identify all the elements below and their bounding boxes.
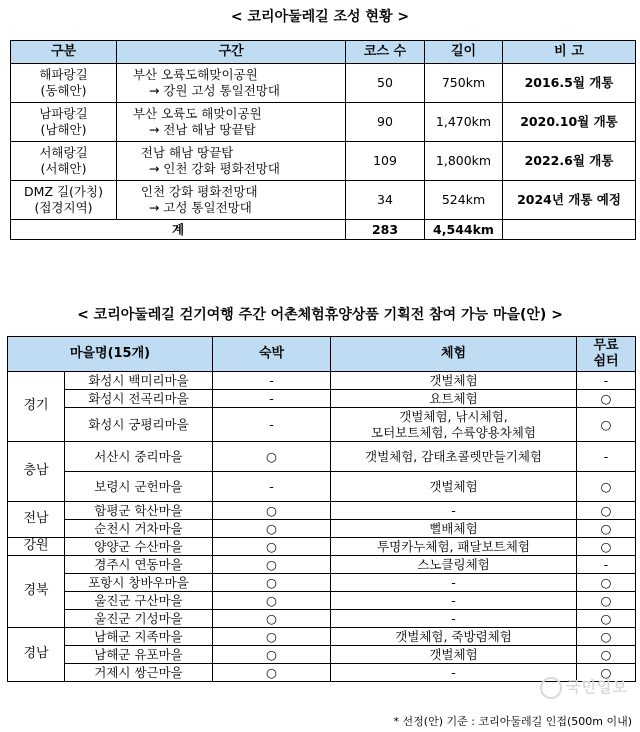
course-count: 109	[346, 142, 425, 181]
table-row	[8, 592, 636, 610]
stay-mark: -	[213, 390, 331, 408]
rest-mark: -	[577, 556, 636, 574]
header-village: 마을명(15개)	[8, 337, 213, 372]
village-name: 화성시 궁평리마을	[65, 408, 213, 442]
village-name: 포항시 창바우마을	[65, 574, 213, 592]
rest-mark: ○	[577, 538, 636, 556]
trail-length: 524km	[425, 181, 503, 220]
stay-mark: ○	[213, 628, 331, 646]
village-name: 양양군 수산마을	[65, 538, 213, 556]
rest-mark: -	[577, 372, 636, 390]
stay-mark: ○	[213, 574, 331, 592]
header-length: 길이	[425, 41, 503, 64]
trail-name: 해파랑길 (동해안)	[11, 64, 117, 103]
village-table	[7, 336, 636, 682]
header-experience: 체험	[331, 337, 577, 372]
rest-mark: ○	[577, 390, 636, 408]
opening-note: 2024년 개통 예정	[503, 181, 636, 220]
stay-mark: ○	[213, 610, 331, 628]
opening-note: 2022.6월 개통	[503, 142, 636, 181]
total-label: 계	[11, 220, 346, 240]
total-length: 4,544km	[425, 220, 503, 240]
trail-length: 1,470km	[425, 103, 503, 142]
trail-length: 1,800km	[425, 142, 503, 181]
village-name: 울진군 구산마을	[65, 592, 213, 610]
course-count: 50	[346, 64, 425, 103]
table-row	[8, 520, 636, 538]
village-name: 보령시 군헌마을	[65, 472, 213, 502]
rest-mark: ○	[577, 472, 636, 502]
region-chungnam: 충남	[8, 442, 65, 502]
rest-mark: ○	[577, 646, 636, 664]
village-name: 울진군 기성마을	[65, 610, 213, 628]
watermark-text: 국민일보	[566, 678, 628, 696]
stay-mark: ○	[213, 520, 331, 538]
village-name: 서산시 중리마을	[65, 442, 213, 472]
table-row	[11, 181, 636, 220]
rest-mark: ○	[577, 610, 636, 628]
region-gyeongbuk: 경북	[8, 556, 65, 628]
experience: -	[331, 592, 577, 610]
rest-mark: ○	[577, 664, 636, 682]
experience: -	[331, 664, 577, 682]
stay-mark: -	[213, 472, 331, 502]
experience: -	[331, 574, 577, 592]
village-name: 화성시 백미리마을	[65, 372, 213, 390]
header-note: 비 고	[503, 41, 636, 64]
table1-header-row	[11, 41, 636, 64]
trail-route: 부산 오륙도 해맞이공원 → 전남 해남 땅끝탑	[117, 103, 346, 142]
watermark-logo	[540, 676, 628, 699]
stay-mark: ○	[213, 556, 331, 574]
rest-mark: ○	[577, 502, 636, 520]
region-jeonnam: 전남	[8, 502, 65, 538]
header-section: 구간	[117, 41, 346, 64]
village-name: 화성시 전곡리마을	[65, 390, 213, 408]
header-stay: 숙박	[213, 337, 331, 372]
rest-mark: ○	[577, 592, 636, 610]
total-courses: 283	[346, 220, 425, 240]
experience: 갯벌체험	[331, 472, 577, 502]
course-count: 90	[346, 103, 425, 142]
village-name: 남해군 지족마을	[65, 628, 213, 646]
table-row	[8, 538, 636, 556]
footnote: * 선정(안) 기준 : 코리아둘레길 인접(500m 이내)	[393, 715, 632, 728]
experience: -	[331, 610, 577, 628]
total-row	[11, 220, 636, 240]
village-name: 순천시 거차마을	[65, 520, 213, 538]
opening-note: 2020.10월 개통	[503, 103, 636, 142]
experience: 갯벌체험, 감태초콜렛만들기체험	[331, 442, 577, 472]
table-row	[11, 142, 636, 181]
total-note	[503, 220, 636, 240]
stay-mark: ○	[213, 592, 331, 610]
region-gangwon: 강원	[8, 538, 65, 556]
trail-name: DMZ 길(가칭) (접경지역)	[11, 181, 117, 220]
header-course-count: 코스 수	[346, 41, 425, 64]
experience: 투명카누체험, 패달보트체험	[331, 538, 577, 556]
trail-route: 부산 오륙도해맞이공원 → 강원 고성 통일전망대	[117, 64, 346, 103]
trail-name: 서해랑길 (서해안)	[11, 142, 117, 181]
opening-note: 2016.5월 개통	[503, 64, 636, 103]
village-name: 거제시 쌍근마을	[65, 664, 213, 682]
stay-mark: ○	[213, 502, 331, 520]
experience: 갯벌체험, 낚시체험, 모터보트체험, 수륙양용차체험	[331, 408, 577, 442]
table-row	[8, 472, 636, 502]
trail-length: 750km	[425, 64, 503, 103]
trail-name: 남파랑길 (남해안)	[11, 103, 117, 142]
table-row	[8, 390, 636, 408]
village-name: 남해군 유포마을	[65, 646, 213, 664]
course-count: 34	[346, 181, 425, 220]
table2-title: < 코리아둘레길 걷기여행 주간 어촌체험휴양상품 기획전 참여 가능 마을(안) >	[77, 307, 563, 323]
table-row	[8, 574, 636, 592]
experience: 갯벌체험	[331, 372, 577, 390]
header-category: 구분	[11, 41, 117, 64]
stay-mark: -	[213, 372, 331, 390]
region-gyeongnam: 경남	[8, 628, 65, 682]
table-row	[8, 408, 636, 442]
rest-mark: ○	[577, 574, 636, 592]
trail-route: 인천 강화 평화전망대 → 고성 통일전망대	[117, 181, 346, 220]
table-row	[8, 628, 636, 646]
table-row	[11, 64, 636, 103]
trail-route: 전남 해남 땅끝탑 → 인천 강화 평화전망대	[117, 142, 346, 181]
table-row	[11, 103, 636, 142]
village-name: 함평군 학산마을	[65, 502, 213, 520]
header-free-rest: 무료 쉼터	[577, 337, 636, 372]
region-gyeonggi: 경기	[8, 372, 65, 442]
stay-mark: ○	[213, 538, 331, 556]
rest-mark: ○	[577, 628, 636, 646]
stay-mark: ○	[213, 646, 331, 664]
experience: 요트체험	[331, 390, 577, 408]
table1-title: < 코리아둘레길 조성 현황 >	[230, 9, 410, 25]
table-row	[8, 646, 636, 664]
rest-mark: ○	[577, 408, 636, 442]
rest-mark: -	[577, 442, 636, 472]
stay-mark: -	[213, 408, 331, 442]
table2-header-row	[8, 337, 636, 372]
table-row	[8, 556, 636, 574]
village-name: 경주시 연동마을	[65, 556, 213, 574]
experience: -	[331, 502, 577, 520]
experience: 스노클링체험	[331, 556, 577, 574]
table-row	[8, 442, 636, 472]
experience: 뻘배체험	[331, 520, 577, 538]
table-row	[8, 610, 636, 628]
experience: 갯벌체험	[331, 646, 577, 664]
table-row	[8, 502, 636, 520]
experience: 갯벌체험, 죽방렴체험	[331, 628, 577, 646]
stay-mark: ○	[213, 664, 331, 682]
rest-mark: ○	[577, 520, 636, 538]
trail-status-table	[10, 40, 636, 240]
table-row	[8, 372, 636, 390]
stay-mark: ○	[213, 442, 331, 472]
watermark-circle-icon	[540, 677, 562, 699]
